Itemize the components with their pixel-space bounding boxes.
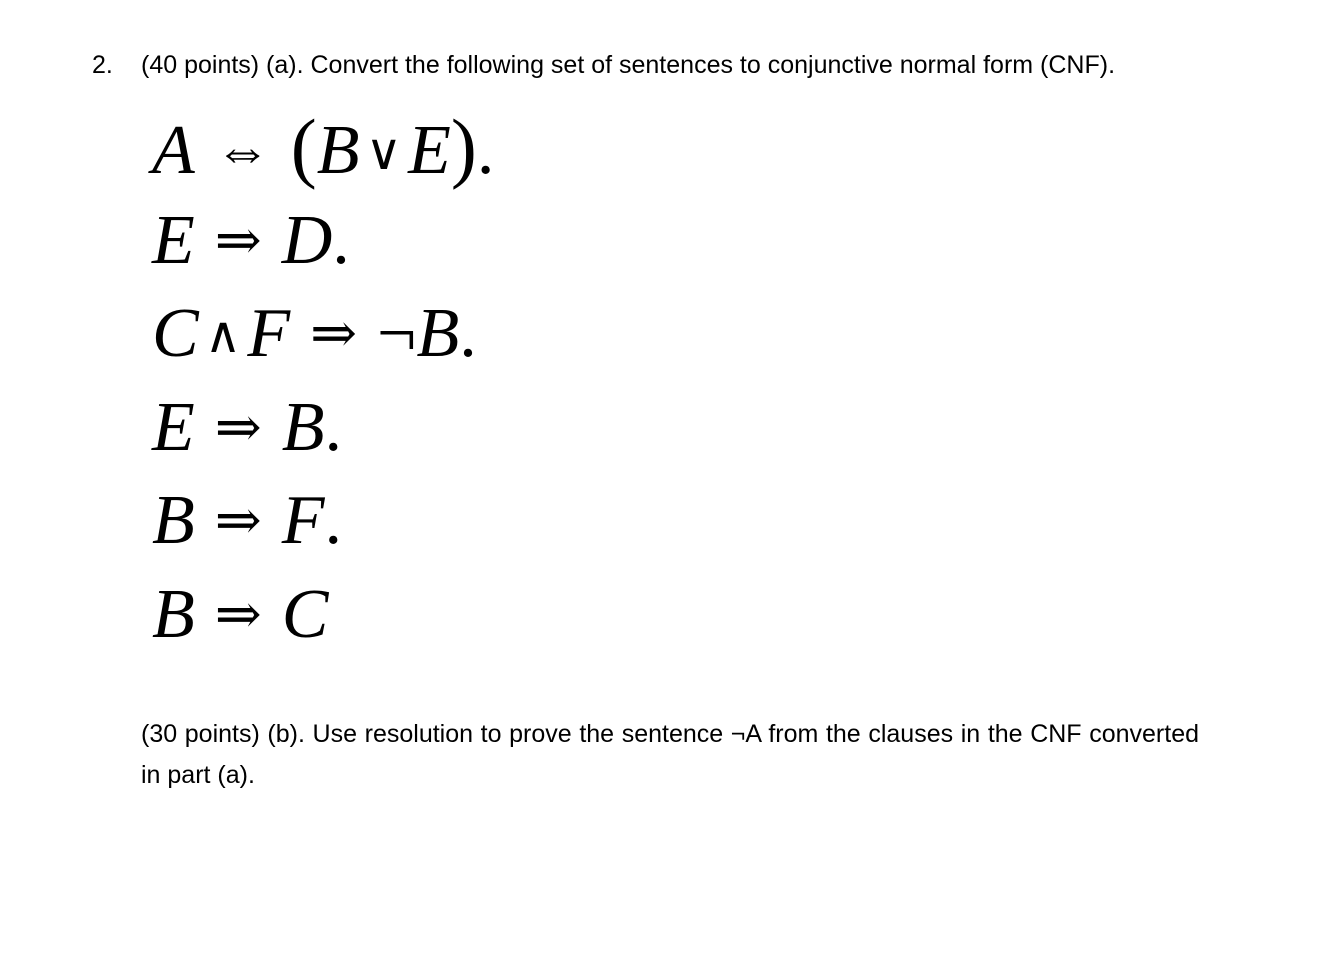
sentence-3-left-b: F (247, 295, 291, 372)
sentence-6 (152, 568, 494, 662)
sentence-1-close-paren: ) (450, 103, 477, 190)
sentence-3-period: . (459, 295, 477, 372)
sentence-5 (152, 474, 494, 568)
sentence-2-left: E (152, 201, 195, 279)
sentence-3 (152, 287, 494, 381)
sentence-5-right: F (281, 482, 325, 559)
sentence-6-left: B (152, 575, 195, 653)
sentence-6-implies-operator: ⇒ (214, 583, 262, 646)
sentence-2 (152, 194, 494, 288)
sentence-3-left-a: C (152, 295, 199, 372)
sentence-4 (152, 381, 494, 475)
sentence-2-period: . (332, 201, 350, 279)
question-number: 2. (92, 51, 113, 79)
sentence-3-negation: ¬ (377, 295, 417, 372)
sentence-1-right-b: E (408, 112, 451, 189)
sentence-1-or-operator: ∨ (365, 124, 403, 180)
sentence-5-implies-operator: ⇒ (214, 490, 262, 552)
sentence-1-open-paren: ( (290, 103, 317, 190)
part-a-instruction: (40 points) (a). Convert the following set of sentences to conjunctive normal form (CNF). (141, 51, 1116, 79)
sentence-5-left: B (152, 482, 195, 559)
sentence-2-implies-operator: ⇒ (214, 209, 262, 272)
sentence-3-and-operator: ∧ (204, 307, 242, 363)
sentence-4-period: . (324, 388, 342, 466)
sentence-1-period: . (476, 112, 495, 189)
sentence-list (152, 100, 494, 661)
sentence-4-left: E (152, 388, 195, 466)
sentence-4-right: B (281, 388, 325, 466)
sentence-1-biconditional-operator: ⇔ (214, 120, 271, 182)
sentence-1-left: A (152, 112, 195, 189)
sentence-3-right: B (416, 295, 460, 372)
part-b-instruction: (30 points) (b). Use resolution to prove the sentence ¬A from the clauses in the CNF converted in part (a). (141, 720, 1199, 789)
sentence-3-implies-operator: ⇒ (310, 303, 357, 365)
sentence-1-right-a: B (316, 112, 360, 189)
sentence-6-right: C (281, 575, 329, 653)
sentence-5-period: . (324, 482, 342, 559)
sentence-4-implies-operator: ⇒ (214, 396, 262, 459)
sentence-1 (152, 100, 494, 194)
sentence-2-right: D (281, 201, 333, 279)
